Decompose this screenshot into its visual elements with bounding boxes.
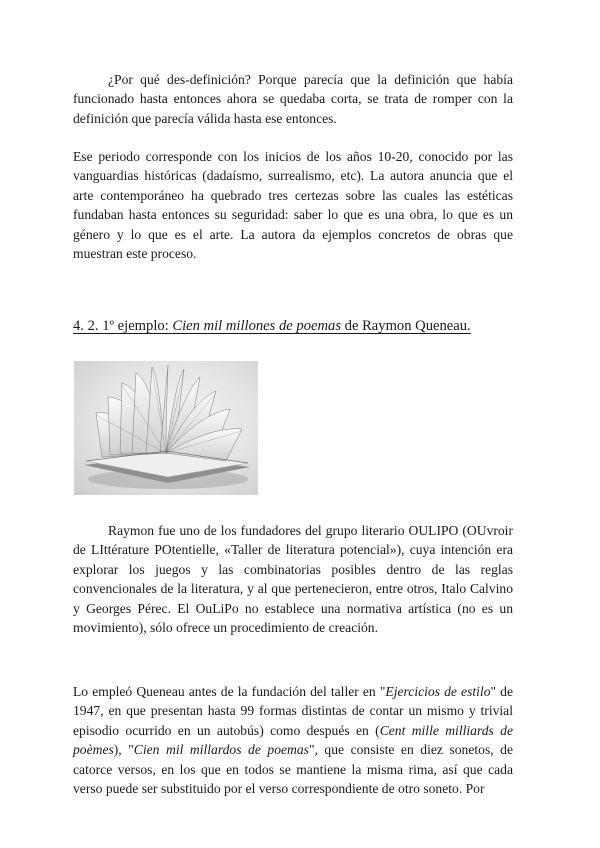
paragraph4-italic-cien-mil: Cien mil millardos de poemas: [133, 742, 309, 758]
paragraph4-italic-ejercicios: Ejercicios de estilo: [385, 684, 491, 699]
paragraph-vanguardias: Ese periodo corresponde con los inicios de los años 10-20, conocido por las vanguardias históricas (dadaísmo, surrealismo, etc). La autora anuncia que el arte contemporáneo ha quebrado tres certezas sobre las cuales las estéticas fundaban hasta entonces su seguridad: saber lo que es una obra, lo que es un género y lo que es el arte. La autora da ejemplos concretos de obras que muestran este proceso.: [73, 149, 513, 262]
heading-number: 4. 2. 1º ejemplo:: [73, 318, 173, 334]
paragraph4-text-1: Lo empleó Queneau antes de la fundación del taller en ": [73, 684, 386, 699]
open-book-fanned-pages-icon: [74, 361, 258, 495]
paragraph4-text-3: ), ": [113, 742, 134, 758]
paragraph-queneau: [73, 682, 513, 798]
open-book-image: [74, 361, 258, 495]
heading-author: de Raymon Queneau.: [341, 318, 471, 334]
paragraph4-italic-cent-mille: Cent mille milliards de poèmes: [73, 722, 513, 758]
section-heading: [73, 318, 471, 335]
paragraph-oulipo: Raymon fue uno de los fundadores del grupo literario OULIPO (OUvroir de LIttérature POtentielle, «Taller de literatura potencial»), cuya intención era explorar los juegos y las combinatorias posibles dentro de las reglas convencionales de la literatura, y al que pertenecieron, entre otros, Italo Calvino y Georges Pérec. El OuLiPo no establece una normativa artística (no es un movimiento), sólo ofrece un procedimiento de creación.: [73, 523, 513, 636]
paragraph4-text-4: ", que consiste en diez sonetos, de catorce versos, en los que en todos se mantiene la misma rima, así que cada verso puede ser substituido por el verso correspondiente de otro soneto. Por: [73, 742, 513, 797]
paragraph-des-definicion: ¿Por qué des-definición? Porque parecía que la definición que había funcionado hasta entonces ahora se quedaba corta, se trata de romper con la definición que parecía válida hasta ese entonces.: [73, 72, 513, 126]
paragraph4-text-2: " de 1947, en que presentan hasta 99 formas distintas de contar un mismo y trivial episodio ocurrido en un autobús) como después en (: [73, 684, 514, 738]
heading-work-title: Cien mil millones de poemas: [172, 318, 341, 334]
